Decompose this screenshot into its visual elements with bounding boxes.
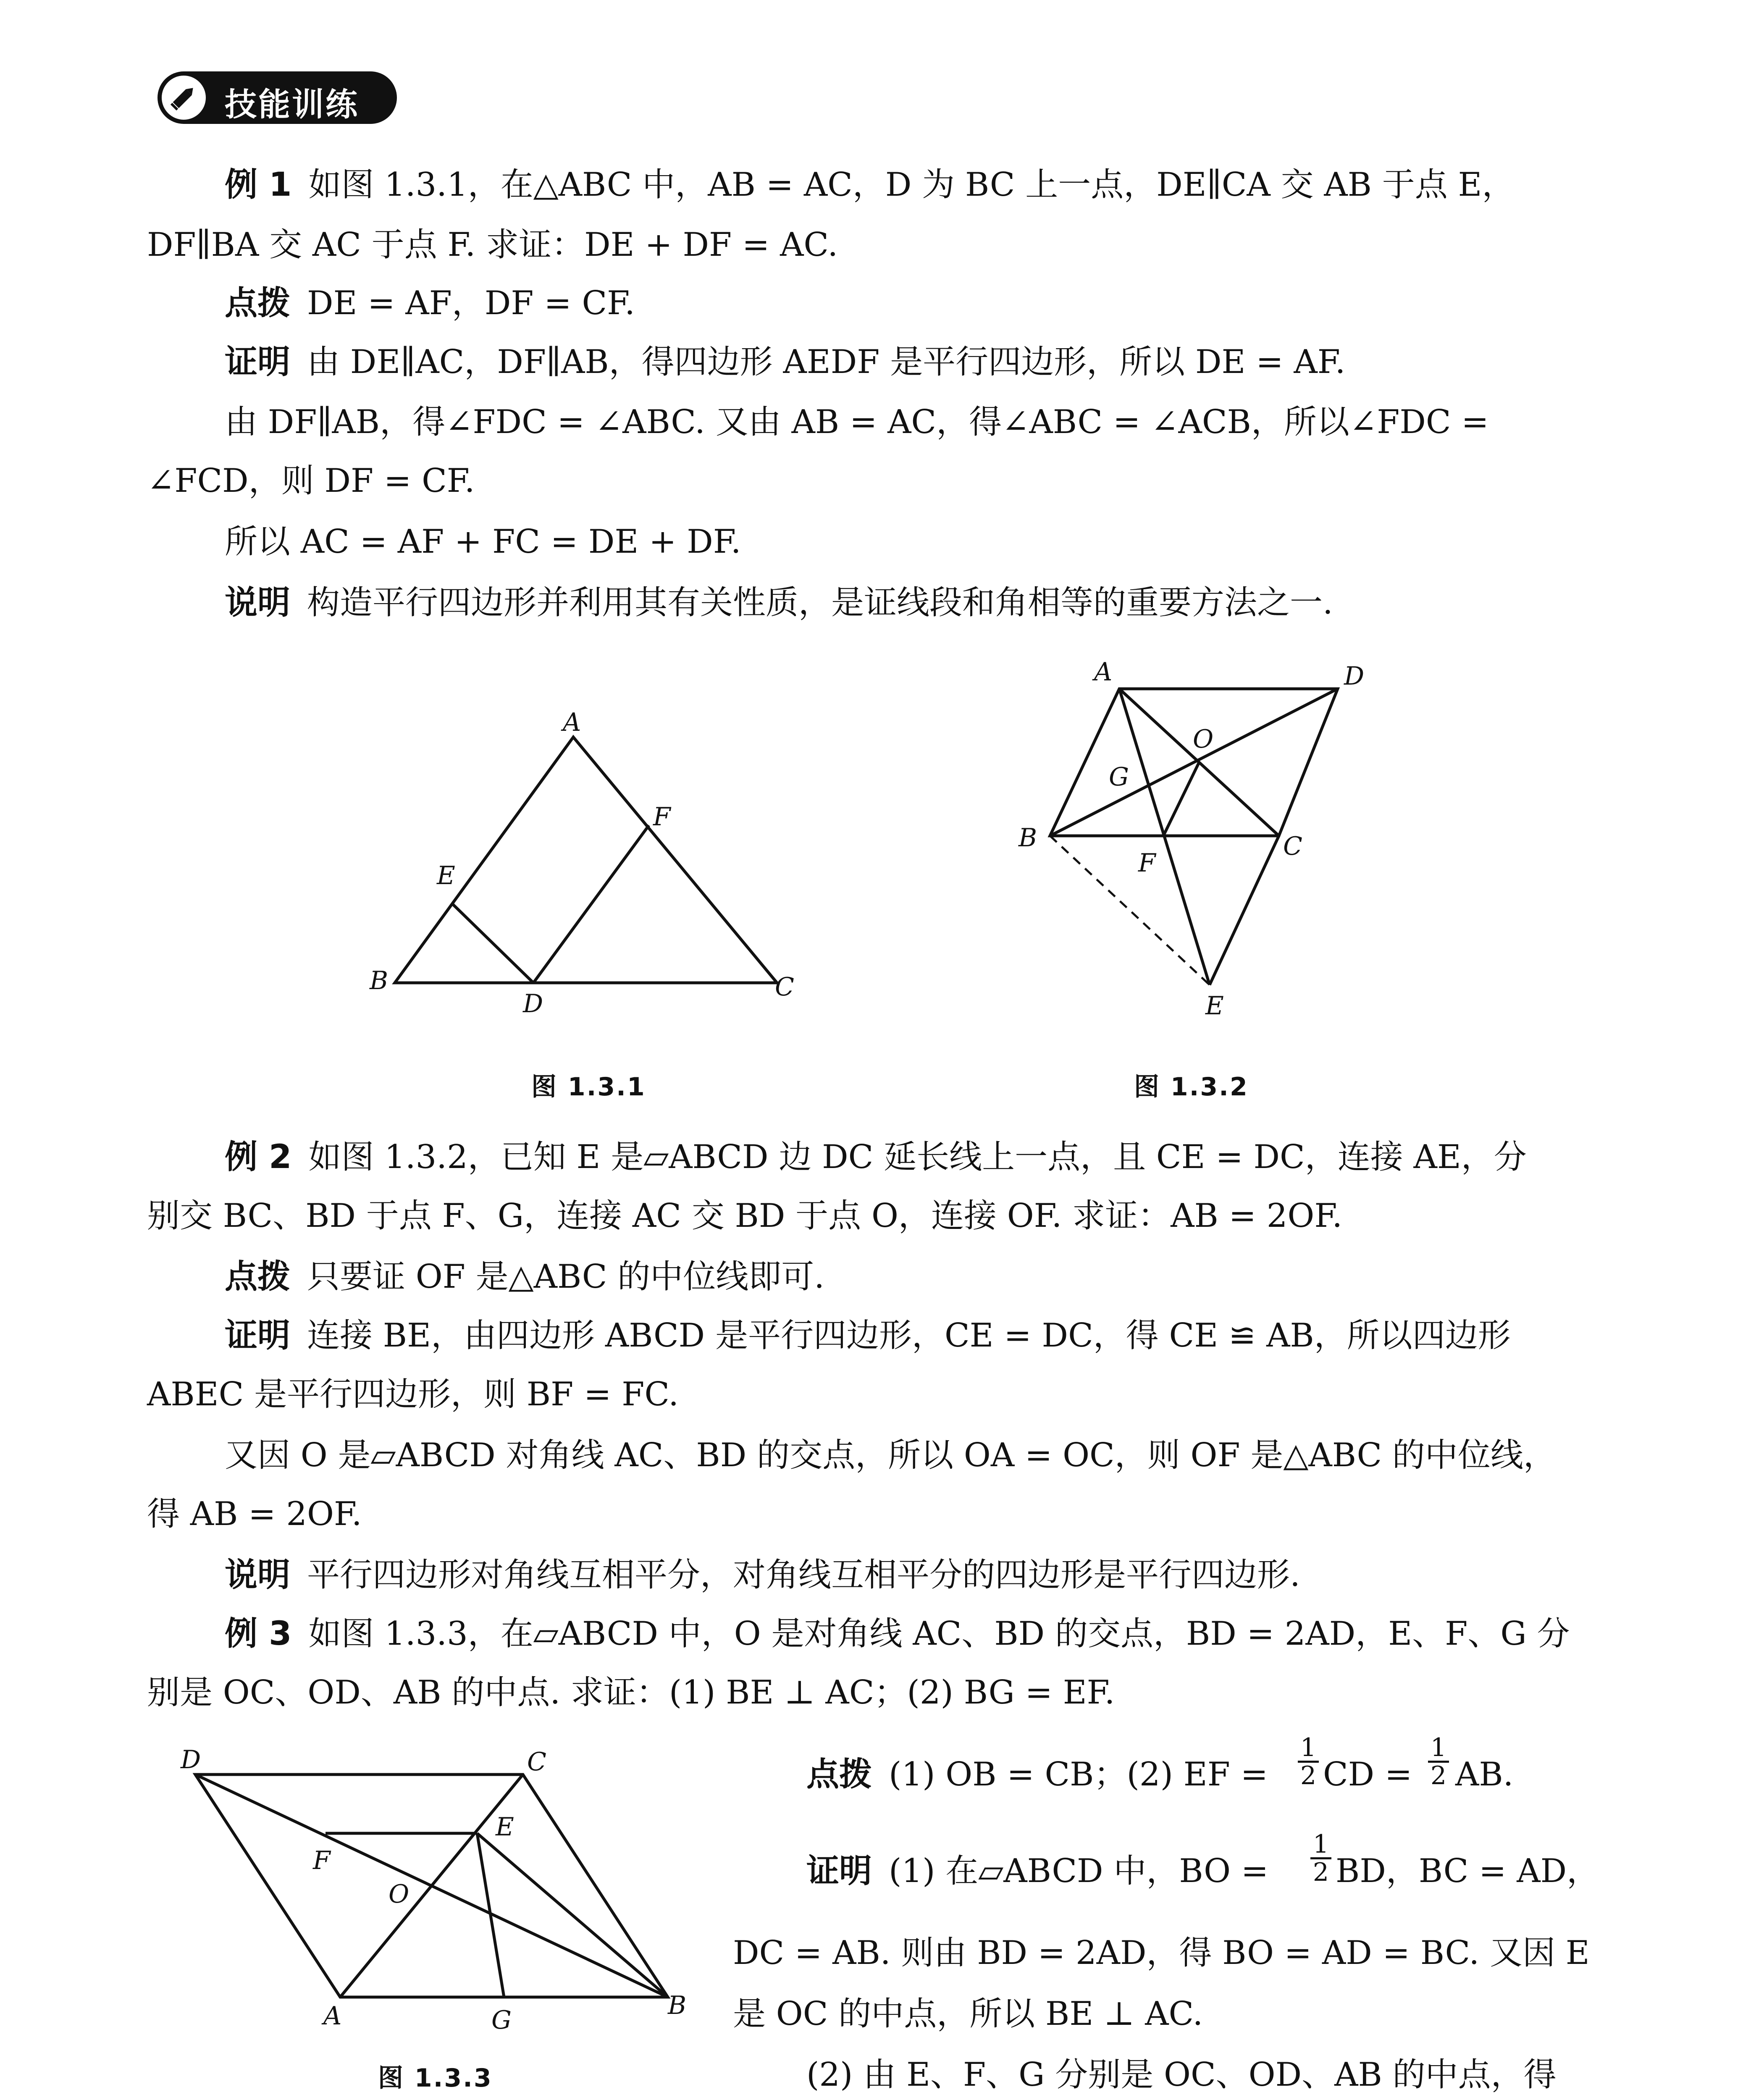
example1-proof: 证明 由 DE∥AC，DF∥AB，得四边形 AEDF 是平行四边形，所以 DE = AF.	[225, 343, 1346, 381]
fig2-label-E: E	[1205, 991, 1224, 1021]
example3-proof-line: DC = AB. 则由 BD = 2AD，得 BO = AD = BC. 又因 E	[733, 1934, 1590, 1972]
example1-line: DF∥BA 交 AC 于点 F. 求证：DE + DF = AC.	[147, 226, 838, 264]
fig1-label-F: F	[653, 802, 671, 832]
fig2-label-C: C	[1283, 832, 1302, 861]
fig1-label-C: C	[775, 972, 794, 1002]
example3-hint-part: AB.	[1455, 1756, 1514, 1793]
example2-proof-line: 又因 O 是▱ABCD 对角线 AC、BD 的交点，所以 OA = OC，则 OF 是△ABC 的中位线，	[225, 1436, 1556, 1474]
fig3-label-E: E	[496, 1812, 514, 1842]
example2-hint: 点拨 只要证 OF 是△ABC 的中位线即可.	[225, 1258, 825, 1296]
example2-line: 别交 BC、BD 于点 F、G，连接 AC 交 BD 于点 O，连接 OF. 求证：AB = 2OF.	[147, 1197, 1343, 1235]
fig3-label-O: O	[388, 1880, 410, 1909]
figure-1-3-3-caption: 图 1.3.3	[378, 2063, 493, 2093]
example2-proof: 证明 连接 BE，由四边形 ABCD 是平行四边形，CE = DC，得 CE ≌ AB，所以四边形	[225, 1317, 1511, 1354]
fig1-label-A: A	[563, 708, 581, 737]
example2-proof-line: 得 AB = 2OF.	[147, 1495, 362, 1533]
fig3-label-F: F	[313, 1846, 331, 1875]
example3-proof-line: (2) 由 E、F、G 分别是 OC、OD、AB 的中点，得	[806, 2056, 1557, 2094]
fig2-label-B: B	[1018, 823, 1037, 853]
example2-note: 说明 平行四边形对角线互相平分，对角线互相平分的四边形是平行四边形.	[225, 1556, 1300, 1594]
example3-hint: 点拨 (1) OB = CB；(2) EF =	[806, 1756, 1268, 1793]
example3-line: 别是 OC、OD、AB 的中点. 求证：(1) BE ⊥ AC；(2) BG = EF.	[147, 1674, 1115, 1712]
fig2-label-F: F	[1138, 848, 1156, 878]
fig3-label-D: D	[181, 1745, 201, 1774]
example1-note: 说明 构造平行四边形并利用其有关性质，是证线段和角相等的重要方法之一.	[225, 584, 1333, 622]
example1-proof-line: ∠FCD，则 DF = CF.	[147, 462, 475, 500]
example1-hint: 点拨 DE = AF，DF = CF.	[225, 284, 635, 322]
section-title: 技能训练	[225, 86, 359, 123]
example1-proof-line: 由 DF∥AB，得∠FDC = ∠ABC. 又由 AB = AC，得∠ABC = ∠ACB，所以∠FDC =	[225, 403, 1489, 441]
fig1-label-D: D	[523, 989, 543, 1018]
fig2-label-D: D	[1344, 662, 1365, 691]
fig2-label-A: A	[1094, 657, 1113, 687]
fig3-label-A: A	[323, 2001, 342, 2031]
fig3-label-G: G	[491, 2006, 512, 2035]
fraction-half: 1 2	[1428, 1735, 1449, 1789]
fig3-label-B: B	[668, 1991, 687, 2020]
figure-1-3-1-caption: 图 1.3.1	[531, 1072, 646, 1102]
example3-hint-part: CD =	[1323, 1756, 1412, 1793]
figure-1-3-2-caption: 图 1.3.2	[1134, 1072, 1249, 1102]
fig1-label-E: E	[437, 861, 455, 890]
fraction-half: 1 2	[1298, 1735, 1319, 1789]
example2-line: 例 2 如图 1.3.2，已知 E 是▱ABCD 边 DC 延长线上一点，且 CE = DC，连接 AE，分	[225, 1138, 1527, 1176]
example3-line: 例 3 如图 1.3.3，在▱ABCD 中，O 是对角线 AC、BD 的交点，BD = 2AD，E、F、G 分	[225, 1615, 1570, 1653]
example1-line: 例 1 如图 1.3.1，在△ABC 中，AB = AC，D 为 BC 上一点，DE∥CA 交 AB 于点 E，	[225, 166, 1515, 204]
example3-proof: 证明 (1) 在▱ABCD 中，BO =	[806, 1852, 1269, 1890]
fig2-label-G: G	[1109, 762, 1129, 792]
fig2-label-O: O	[1193, 724, 1214, 754]
fraction-half: 1 2	[1310, 1831, 1331, 1885]
fig1-label-B: B	[370, 966, 388, 995]
fig3-label-C: C	[527, 1747, 546, 1777]
example3-proof-line: 是 OC 的中点，所以 BE ⊥ AC.	[733, 1995, 1203, 2033]
example3-proof-part: BD，BC = AD，	[1336, 1852, 1600, 1890]
example2-proof-line: ABEC 是平行四边形，则 BF = FC.	[147, 1376, 679, 1413]
example1-proof-line: 所以 AC = AF + FC = DE + DF.	[225, 523, 741, 561]
